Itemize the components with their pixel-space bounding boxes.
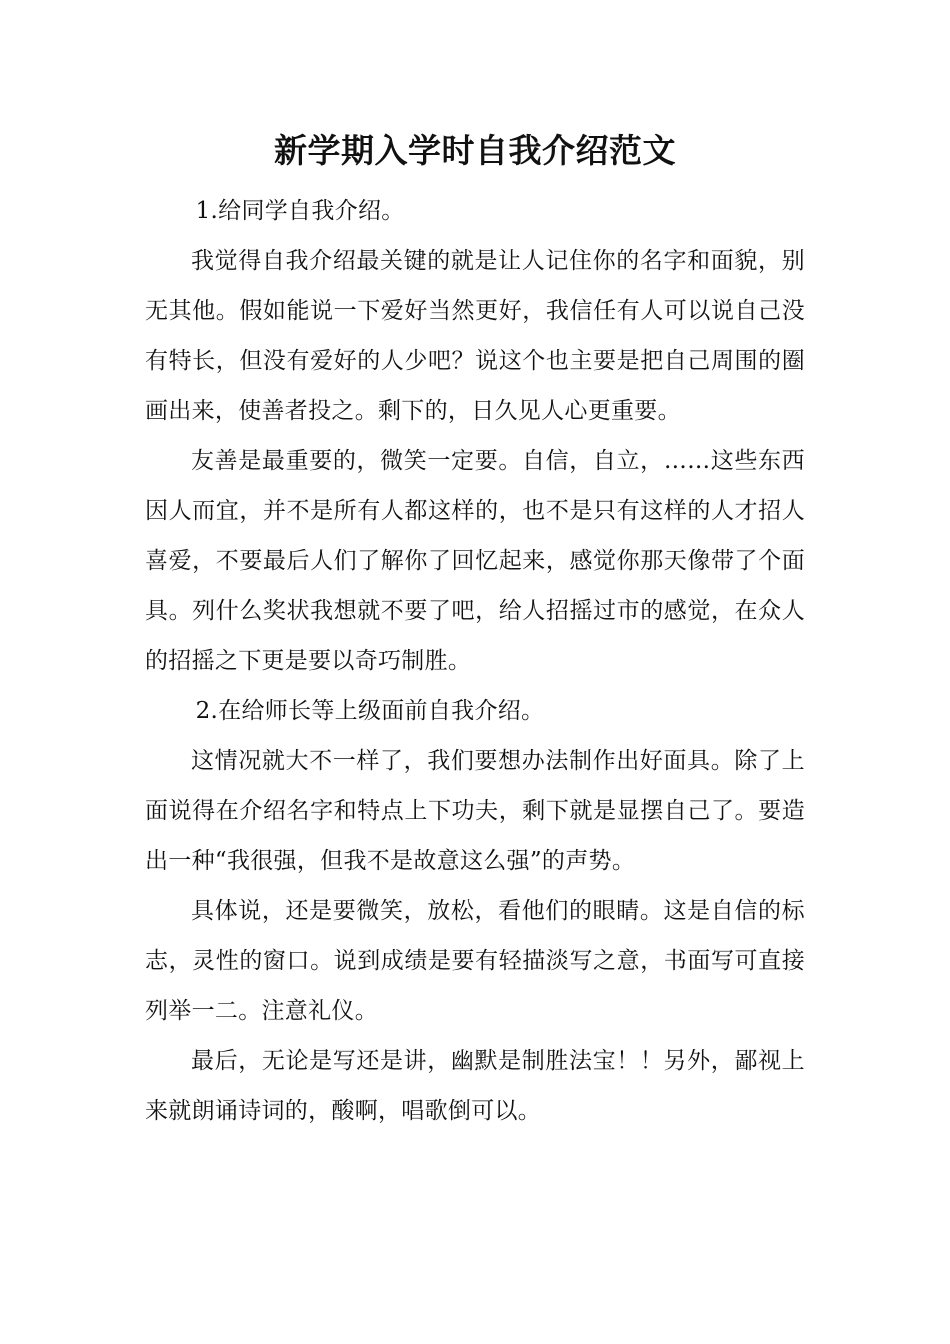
- body-paragraph-3: 这情况就大不一样了，我们要想办法制作出好面具。除了上面说得在介绍名字和特点上下功夫，剩下就是显摆自己了。要造出一种“我很强，但我不是故意这么强”的声势。: [145, 748, 805, 874]
- section-heading-1: 1.给同学自我介绍。: [195, 198, 405, 224]
- document-title: 新学期入学时自我介绍范文: [274, 131, 676, 170]
- body-paragraph-5: 最后，无论是写还是讲，幽默是制胜法宝！！另外，鄙视上来就朗诵诗词的，酸啊，唱歌倒可以。: [145, 1048, 805, 1124]
- body-paragraph-1: 我觉得自我介绍最关键的就是让人记住你的名字和面貌，别无其他。假如能说一下爱好当然更好，我信任有人可以说自己没有特长，但没有爱好的人少吧？说这个也主要是把自己周围的圈画出来，使善者投之。剩下的，日久见人心更重要。: [145, 248, 805, 424]
- section-heading-2: 2.在给师长等上级面前自我介绍。: [195, 698, 545, 724]
- body-paragraph-4: 具体说，还是要微笑，放松，看他们的眼睛。这是自信的标志，灵性的窗口。说到成绩是要有轻描淡写之意，书面写可直接列举一二。注意礼仪。: [145, 898, 805, 1024]
- body-paragraph-2: 友善是最重要的，微笑一定要。自信，自立，……这些东西因人而宜，并不是所有人都这样的，也不是只有这样的人才招人喜爱，不要最后人们了解你了回忆起来，感觉你那天像带了个面具。列什么奖状我想就不要了吧，给人招摇过市的感觉，在众人的招摇之下更是要以奇巧制胜。: [145, 448, 805, 674]
- document-page: [145, 126, 805, 1136]
